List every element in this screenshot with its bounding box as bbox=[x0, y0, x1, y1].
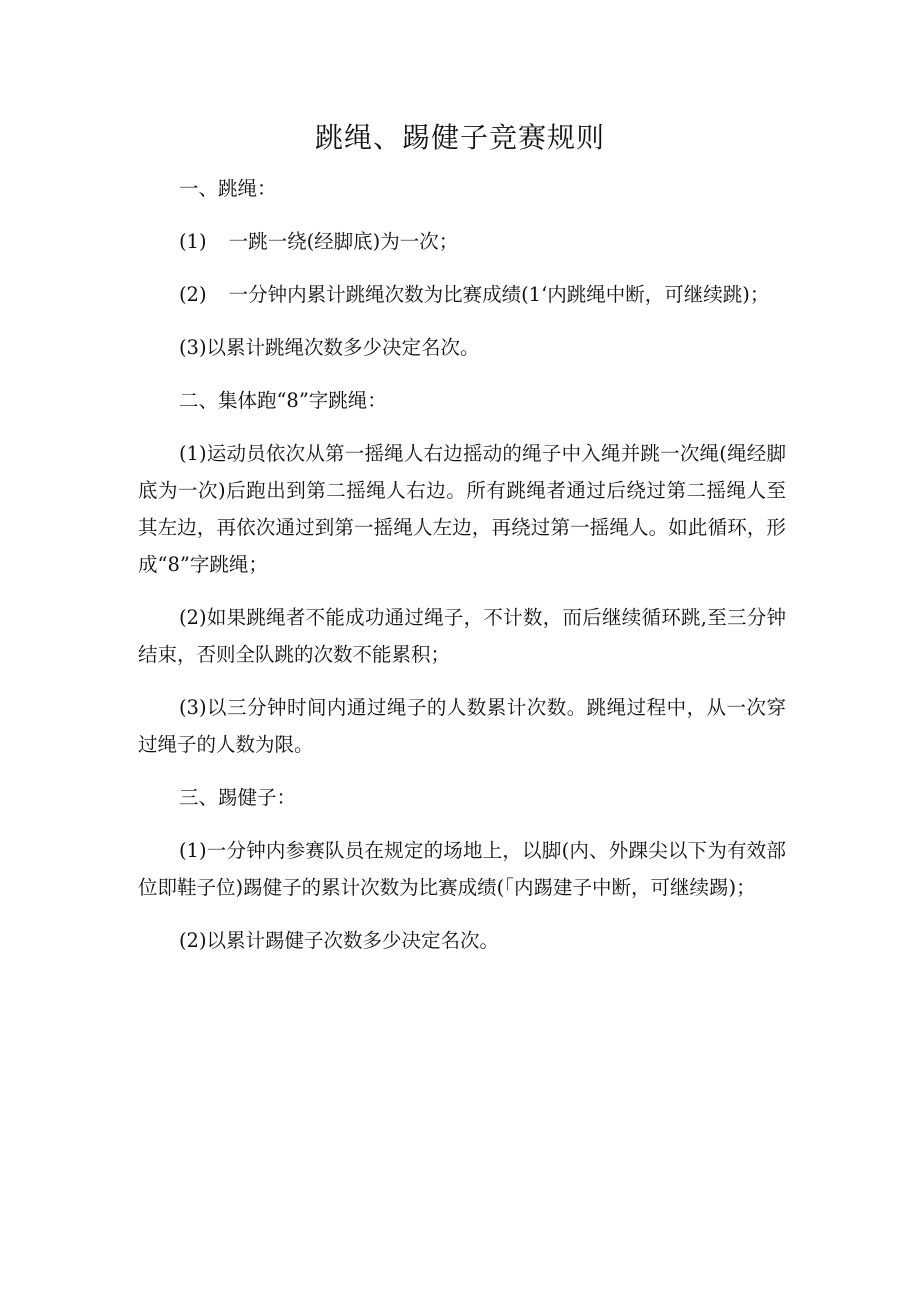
item-number: (1) bbox=[178, 230, 207, 253]
item-text: 一跳一绕(经脚底)为一次； bbox=[228, 230, 459, 253]
section-heading-shuttlecock: 三、踢健子： bbox=[178, 786, 296, 809]
rule-item: (1)运动员依次从第一摇绳人右边摇动的绳子中入绳并跳一次绳(绳经脚底为一次)后跑出到第二摇绳人右边。所有跳绳者通过后绕过第二摇绳人至其左边，再依次通过到第一摇绳人左边，再绕过第一摇绳人。如此循环，形成“8”字跳绳； bbox=[138, 442, 786, 576]
item-number: (2) bbox=[178, 283, 207, 306]
rule-item bbox=[138, 223, 786, 260]
rule-item bbox=[138, 276, 786, 313]
section-heading-rope-skipping: 一、跳绳： bbox=[178, 177, 277, 200]
document-body bbox=[138, 170, 786, 975]
item-text: 一分钟内累计跳绳次数为比赛成绩(1‘内跳绳中断，可继续跳)； bbox=[228, 283, 770, 306]
rule-item: (3)以三分钟时间内通过绳子的人数累计次数。跳绳过程中，从一次穿过绳子的人数为限。 bbox=[138, 696, 786, 756]
rule-item: (2)以累计踢健子次数多少决定名次。 bbox=[178, 929, 500, 952]
section-heading-figure-eight: 二、集体跑“8”字跳绳： bbox=[178, 389, 387, 412]
rule-item: (3)以累计跳绳次数多少决定名次。 bbox=[178, 336, 480, 359]
document-title: 跳绳、踢健子竞赛规则 bbox=[314, 121, 605, 154]
rule-item: (2)如果跳绳者不能成功通过绳子，不计数，而后继续循环跳,至三分钟结束，否则全队跳的次数不能累积； bbox=[138, 606, 786, 666]
rule-item: (1)一分钟内参赛队员在规定的场地上，以脚(内、外踝尖以下为有效部位即鞋子位)踢健子的累计次数为比赛成绩(「内踢建子中断，可继续踢)； bbox=[138, 839, 786, 899]
